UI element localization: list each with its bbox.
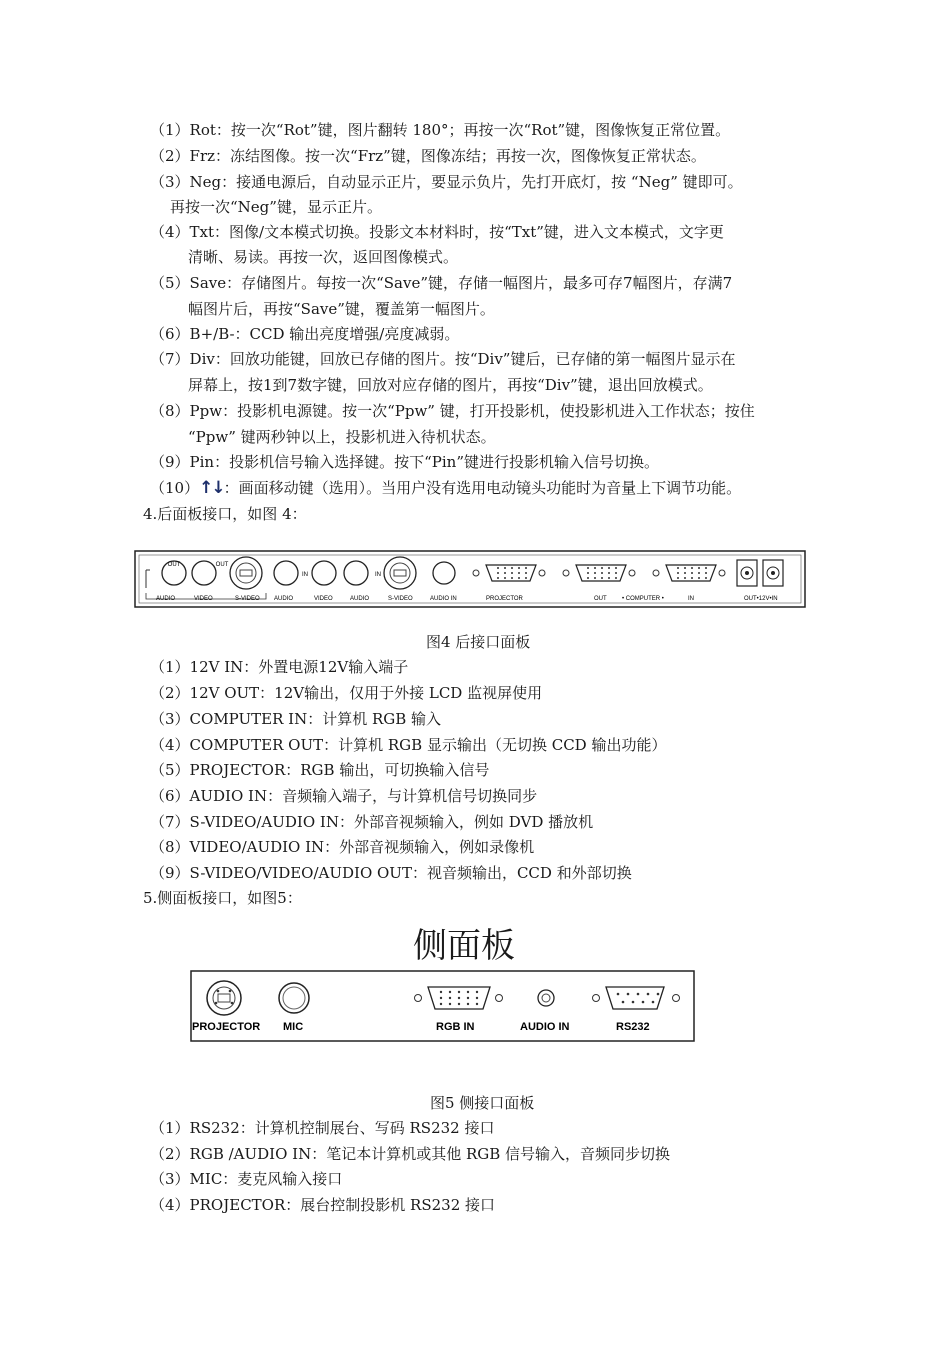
connector-pin <box>594 572 596 574</box>
rgb-in-label: RGB IN <box>436 1021 475 1033</box>
key-item-move <box>150 478 741 498</box>
connector-pin <box>647 993 650 996</box>
connector-pin <box>467 991 469 993</box>
rear-panel-figure <box>134 548 806 612</box>
connector-pin <box>601 577 603 579</box>
connector-pin <box>476 1003 478 1005</box>
key-item-ppw-cont: “Ppw” 键两秒钟以上，投影机进入待机状态。 <box>188 428 496 446</box>
connector-pin <box>652 1001 655 1004</box>
audio-in-label: AUDIO IN <box>430 596 457 602</box>
audio-label: AUDIO <box>156 596 176 602</box>
in-label-2: IN <box>375 572 381 578</box>
connector-pin <box>677 567 679 569</box>
section5-heading: 5.侧面板接口，如图5： <box>143 889 302 907</box>
rear-item-computer-in: （3）COMPUTER IN：计算机 RGB 输入 <box>150 710 442 728</box>
connector-pin <box>518 572 520 574</box>
side-item-projector: （4）PROJECTOR：展台控制投影机 RS232 接口 <box>150 1196 496 1214</box>
connector-pin <box>698 572 700 574</box>
audio-label-3: AUDIO <box>350 596 370 602</box>
connector-pin <box>525 567 527 569</box>
section4-heading: 4.后面板接口，如图 4： <box>143 505 307 523</box>
connector-pin <box>458 991 460 993</box>
up-down-arrow-icon: ↑↓ <box>199 478 224 498</box>
key-item-div: （7）Div：回放功能键，回放已存储的图片。按“Div”键后，已存储的第一幅图片显示在 <box>150 350 736 368</box>
rear-item-video-audio-in: （8）VIDEO/AUDIO IN：外部音视频输入，例如录像机 <box>150 838 535 856</box>
connector-pin <box>622 1001 625 1004</box>
key-item-brightness: （6）B+/B-：CCD 输出亮度增强/亮度减弱。 <box>150 325 460 343</box>
connector-pin <box>691 577 693 579</box>
projector-label: PROJECTOR <box>486 596 523 602</box>
out-label: OUT <box>167 562 181 568</box>
connector-pin <box>615 577 617 579</box>
connector-pin <box>705 567 707 569</box>
connector-pin <box>440 997 442 999</box>
connector-pin <box>608 572 610 574</box>
rs232-label: RS232 <box>616 1021 650 1033</box>
connector-pin <box>587 567 589 569</box>
key-item-div-cont: 屏幕上，按1到7数字键，回放对应存储的图片，再按“Div”键，退出回放模式。 <box>188 376 713 394</box>
connector-pin <box>511 567 513 569</box>
connector-pin <box>458 997 460 999</box>
power-label: OUT•12V•IN <box>744 596 778 602</box>
connector-pin <box>691 567 693 569</box>
rear-item-12v-in: （1）12V IN：外置电源12V输入端子 <box>150 658 409 676</box>
connector-pin <box>587 577 589 579</box>
computer-label: • COMPUTER • <box>622 596 664 602</box>
rear-item-svideo-audio-in: （7）S-VIDEO/AUDIO IN：外部音视频输入，例如 DVD 播放机 <box>150 813 594 831</box>
side-projector-label: PROJECTOR <box>192 1021 261 1033</box>
connector-pin <box>476 991 478 993</box>
svideo-label-2: S-VIDEO <box>388 596 413 602</box>
computer-in-label: IN <box>688 596 694 602</box>
connector-pin <box>525 572 527 574</box>
connector-pin <box>449 1003 451 1005</box>
in-label: IN <box>302 572 308 578</box>
side-item-rgb-audio-in: （2）RGB /AUDIO IN：笔记本计算机或其他 RGB 信号输入，音频同步切换 <box>150 1145 671 1163</box>
connector-pin <box>617 993 620 996</box>
connector-pin <box>594 577 596 579</box>
connector-pin <box>467 997 469 999</box>
key-item-ppw: （8）Ppw：投影机电源键。按一次“Ppw” 键，打开投影机，使投影机进入工作状态；按住 <box>150 402 755 420</box>
connector-pin <box>511 572 513 574</box>
connector-pin <box>601 567 603 569</box>
connector-pin <box>627 993 630 996</box>
connector-pin <box>587 572 589 574</box>
connector-pin <box>594 567 596 569</box>
connector-pin <box>642 1001 645 1004</box>
key-item-move-text: ：画面移动键（选用）。当用户没有选用电动镜头功能时为音量上下调节功能。 <box>223 479 742 497</box>
key-item-save-cont: 幅图片后，再按“Save”键，覆盖第一幅图片。 <box>188 300 495 318</box>
key-item-move-prefix: （10） <box>150 479 200 497</box>
connector-pin <box>511 577 513 579</box>
connector-pin <box>684 572 686 574</box>
key-item-save: （5）Save：存储图片。每按一次“Save”键，存储一幅图片，最多可存7幅图片，存满7 <box>150 274 733 292</box>
key-item-neg-cont: 再按一次“Neg”键，显示正片。 <box>170 198 382 216</box>
connector-pin <box>467 1003 469 1005</box>
connector-pin <box>449 991 451 993</box>
connector-pin <box>458 1003 460 1005</box>
rear-item-av-out: （9）S-VIDEO/VIDEO/AUDIO OUT：视音频输出，CCD 和外部切换 <box>150 864 632 882</box>
key-item-txt: （4）Txt：图像/文本模式切换。投影文本材料时，按“Txt”键，进入文本模式，文字更 <box>150 223 724 241</box>
connector-pin <box>497 572 499 574</box>
rear-item-computer-out: （4）COMPUTER OUT：计算机 RGB 显示输出（无切换 CCD 输出功能） <box>150 736 667 754</box>
connector-pin <box>504 577 506 579</box>
connector-pin <box>615 567 617 569</box>
connector-pin <box>632 1001 635 1004</box>
connector-pin <box>608 577 610 579</box>
side-panel-title: 侧面板 <box>413 926 515 966</box>
connector-pin <box>504 567 506 569</box>
connector-pin <box>601 572 603 574</box>
video-label: VIDEO <box>194 596 213 602</box>
figure5-caption: 图5 侧接口面板 <box>430 1094 535 1112</box>
connector-pin <box>497 567 499 569</box>
connector-pin <box>698 577 700 579</box>
rear-item-12v-out: （2）12V OUT：12V输出，仅用于外接 LCD 监视屏使用 <box>150 684 543 702</box>
side-panel-figure <box>190 970 696 1044</box>
connector-pin <box>691 572 693 574</box>
side-audio-in-label: AUDIO IN <box>520 1021 570 1033</box>
side-item-mic: （3）MIC：麦克风输入接口 <box>150 1170 343 1188</box>
connector-pin <box>608 567 610 569</box>
figure4-caption: 图4 后接口面板 <box>426 633 531 651</box>
key-item-frz: （2）Frz：冻结图像。按一次“Frz”键，图像冻结；再按一次，图像恢复正常状态。 <box>150 147 706 165</box>
out-label-2: OUT <box>215 562 229 568</box>
svideo-label: S-VIDEO <box>235 596 260 602</box>
connector-pin <box>657 993 660 996</box>
connector-pin <box>518 577 520 579</box>
connector-pin <box>684 577 686 579</box>
connector-pin <box>476 997 478 999</box>
audio-label-2: AUDIO <box>274 596 294 602</box>
connector-pin <box>684 567 686 569</box>
connector-pin <box>698 567 700 569</box>
connector-pin <box>449 997 451 999</box>
connector-pin <box>525 577 527 579</box>
connector-pin <box>637 993 640 996</box>
key-item-rot: （1）Rot：按一次“Rot”键，图片翻转 180°；再按一次“Rot”键，图像恢复正常位置。 <box>150 121 731 139</box>
connector-pin <box>677 572 679 574</box>
key-item-pin: （9）Pin：投影机信号输入选择键。按下“Pin”键进行投影机输入信号切换。 <box>150 453 659 471</box>
connector-pin <box>705 577 707 579</box>
connector-pin <box>440 991 442 993</box>
video-label-2: VIDEO <box>314 596 333 602</box>
connector-pin <box>504 572 506 574</box>
key-item-neg: （3）Neg：接通电源后，自动显示正片，要显示负片，先打开底灯，按 “Neg” 键即可。 <box>150 173 743 191</box>
connector-pin <box>518 567 520 569</box>
connector-pin <box>677 577 679 579</box>
key-item-txt-cont: 清晰、易读。再按一次，返回图像模式。 <box>188 248 459 266</box>
computer-out-label: OUT <box>594 596 607 602</box>
rear-item-projector: （5）PROJECTOR：RGB 输出，可切换输入信号 <box>150 761 490 779</box>
mic-label: MIC <box>283 1021 304 1033</box>
rear-item-audio-in: （6）AUDIO IN：音频输入端子，与计算机信号切换同步 <box>150 787 538 805</box>
connector-pin <box>615 572 617 574</box>
connector-pin <box>497 577 499 579</box>
connector-pin <box>440 1003 442 1005</box>
connector-pin <box>705 572 707 574</box>
side-item-rs232: （1）RS232：计算机控制展台、写码 RS232 接口 <box>150 1119 495 1137</box>
